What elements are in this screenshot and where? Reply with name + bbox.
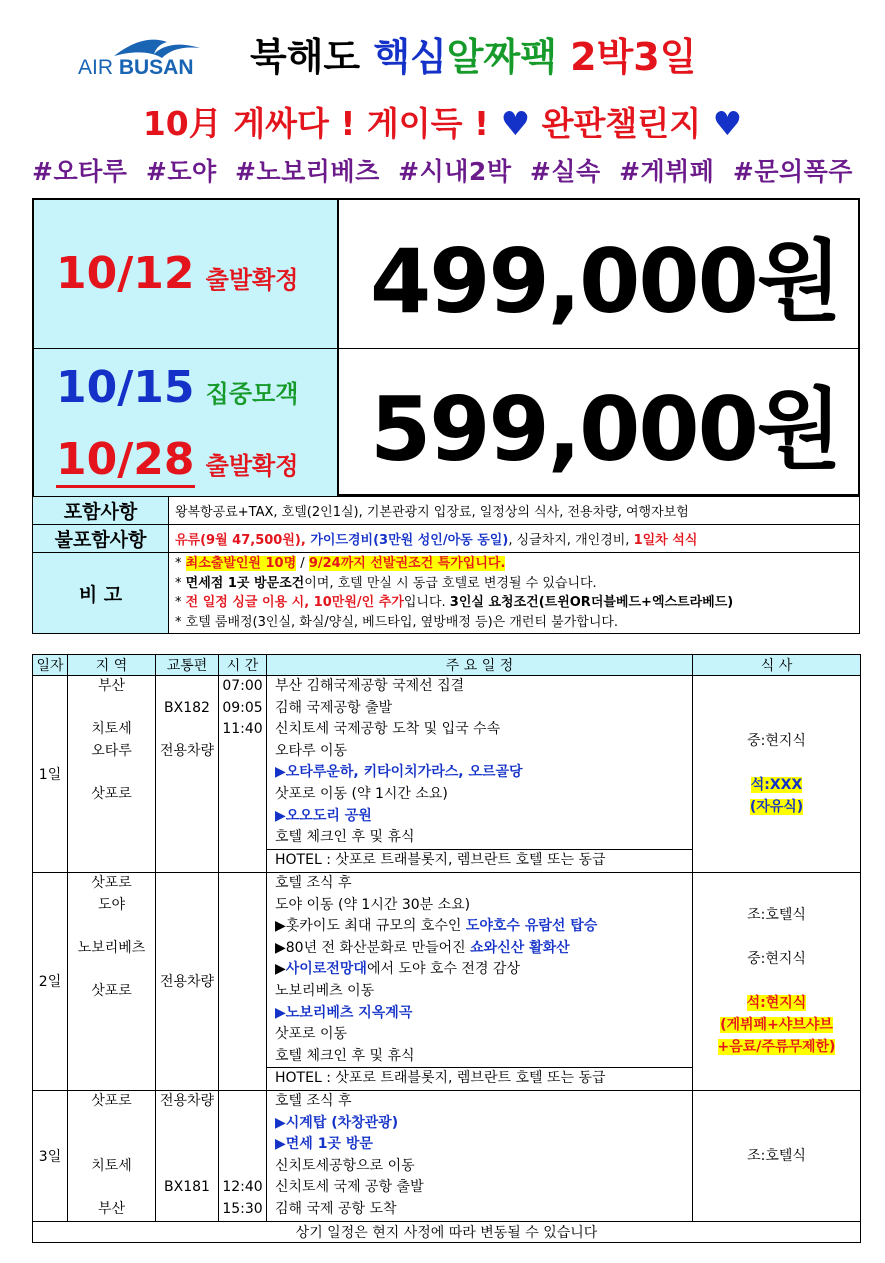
hashtag: #게뷔페 [619, 157, 715, 186]
time-cell: 07:00 09:05 11:40 [219, 676, 267, 873]
included-label: 포함사항 [33, 497, 169, 525]
hashtag: #노보리베츠 [235, 157, 380, 186]
logo-text: AIR BUSAN [78, 56, 194, 79]
hashtag: #오타루 [32, 157, 128, 186]
time-cell: 12:40 15:30 [219, 1090, 267, 1221]
transport-cell: 전용차량 BX181 [156, 1090, 219, 1221]
notes-text: * 최소출발인원 10명 / 9/24까지 선발권조건 특가입니다. * 면세점 1곳 방문조건이며, 호텔 만실 시 동급 호텔로 변경될 수 있습니다. * 전 일정 싱글 이용 시, 10만원/인 추가입니다. 3인실 요청조건(트윈OR더블베드+엑스트라베드) * 호텔 룸배정(3인실, 화실/양실, 베드타입, 옆방배정 등)은 개런티 불가합니다. [169, 553, 860, 634]
heart-icon: ♥ [712, 104, 743, 143]
hashtag: #문의폭주 [732, 157, 853, 186]
hashtag: #실속 [529, 157, 601, 186]
excluded-label: 불포함사항 [33, 525, 169, 553]
price-1: 499,000원 [370, 230, 840, 333]
price-2: 599,000원 [370, 378, 840, 481]
schedule-footer: 상기 일정은 현지 사정에 따라 변동될 수 있습니다 [33, 1221, 861, 1242]
hashtags [0, 152, 885, 188]
price-box [32, 198, 860, 496]
page-title: 북해도 핵심알짜팩 2박3일 [250, 35, 697, 79]
departure-3: 10/28 출발확정 [56, 434, 298, 485]
itinerary-cell: 부산 김해국제공항 국제선 집결 김해 국제공항 출발 신치토세 국제공항 도착 및 입국 수속 오타루 이동 ▶오타루운하, 키타이치가라스, 오르골당 삿포로 이동 (약 1시간 소요) ▶오오도리 공원 호텔 체크인 후 및 휴식 HOTEL : 삿포로 트래블롯지, 렘브란트 호텔 또는 동급 [267, 676, 693, 873]
transport-cell: BX182 전용차량 [156, 676, 219, 873]
excluded-text: 유류(9월 47,500원), 가이드경비(3만원 성인/아동 동일), 싱글차지, 개인경비, 1일차 석식 [169, 525, 860, 553]
itinerary-cell: 호텔 조식 후 도야 이동 (약 1시간 30분 소요) ▶홋카이도 최대 규모의 호수인 도야호수 유람선 탑승 ▶80년 전 화산분화로 만들어진 쇼와신산 활화산 ▶사이로전망대에서 도야 호수 전경 감상 노보리베츠 이동 ▶노보리베츠 지옥계곡 삿포로 이동 호텔 체크인 후 및 휴식 HOTEL : 삿포로 트래블롯지, 렘브란트 호텔 또는 동급 [267, 873, 693, 1091]
itinerary-cell: 호텔 조식 후 ▶시계탑 (차창관광) ▶면세 1곳 방문 신치토세공항으로 이동 신치토세 국제 공항 출발 김해 국제 공항 도착 [267, 1090, 693, 1221]
hashtag: #도야 [145, 157, 217, 186]
region-cell: 삿포로 치토세 부산 [68, 1090, 156, 1221]
schedule-header: 일자 지 역 교통편 시 간 주 요 일 정 식 사 [33, 655, 861, 676]
region-cell: 삿포로 도야 노보리베츠 삿포로 [68, 873, 156, 1091]
meal-cell: 조:호텔식 [693, 1090, 861, 1221]
air-busan-logo [72, 34, 202, 84]
meal-cell: 조:호텔식 중:현지식 석:현지식 (게뷔페+샤브샤브 +음료/주류무제한) [693, 873, 861, 1091]
departure-2: 10/15 집중모객 [56, 362, 299, 413]
day-cell: 1일 [33, 676, 68, 873]
included-row [33, 497, 860, 525]
hashtag: #시내2박 [398, 157, 512, 186]
divider [34, 348, 860, 349]
day2-row [33, 873, 861, 1091]
excluded-row [33, 525, 860, 553]
day1-row [33, 676, 861, 873]
transport-cell: 전용차량 [156, 873, 219, 1091]
region-cell: 부산 치토세 오타루 삿포로 [68, 676, 156, 873]
time-cell [219, 873, 267, 1091]
info-table [32, 496, 860, 634]
schedule-table [32, 654, 861, 1243]
heart-icon: ♥ [500, 104, 531, 143]
subtitle: 10月 게싸다 ! 게이득 ! ♥ 완판챌린지 ♥ [142, 104, 743, 143]
notes-label: 비 고 [33, 553, 169, 634]
included-text: 왕복항공료+TAX, 호텔(2인1실), 기본관광지 입장료, 일정상의 식사, 전용차량, 여행자보험 [169, 497, 860, 525]
notes-row [33, 553, 860, 634]
day-cell: 3일 [33, 1090, 68, 1221]
day3-row [33, 1090, 861, 1221]
departure-1: 10/12 출발확정 [56, 248, 299, 299]
day-cell: 2일 [33, 873, 68, 1091]
meal-cell: 중:현지식 석:XXX (자유식) [693, 676, 861, 873]
